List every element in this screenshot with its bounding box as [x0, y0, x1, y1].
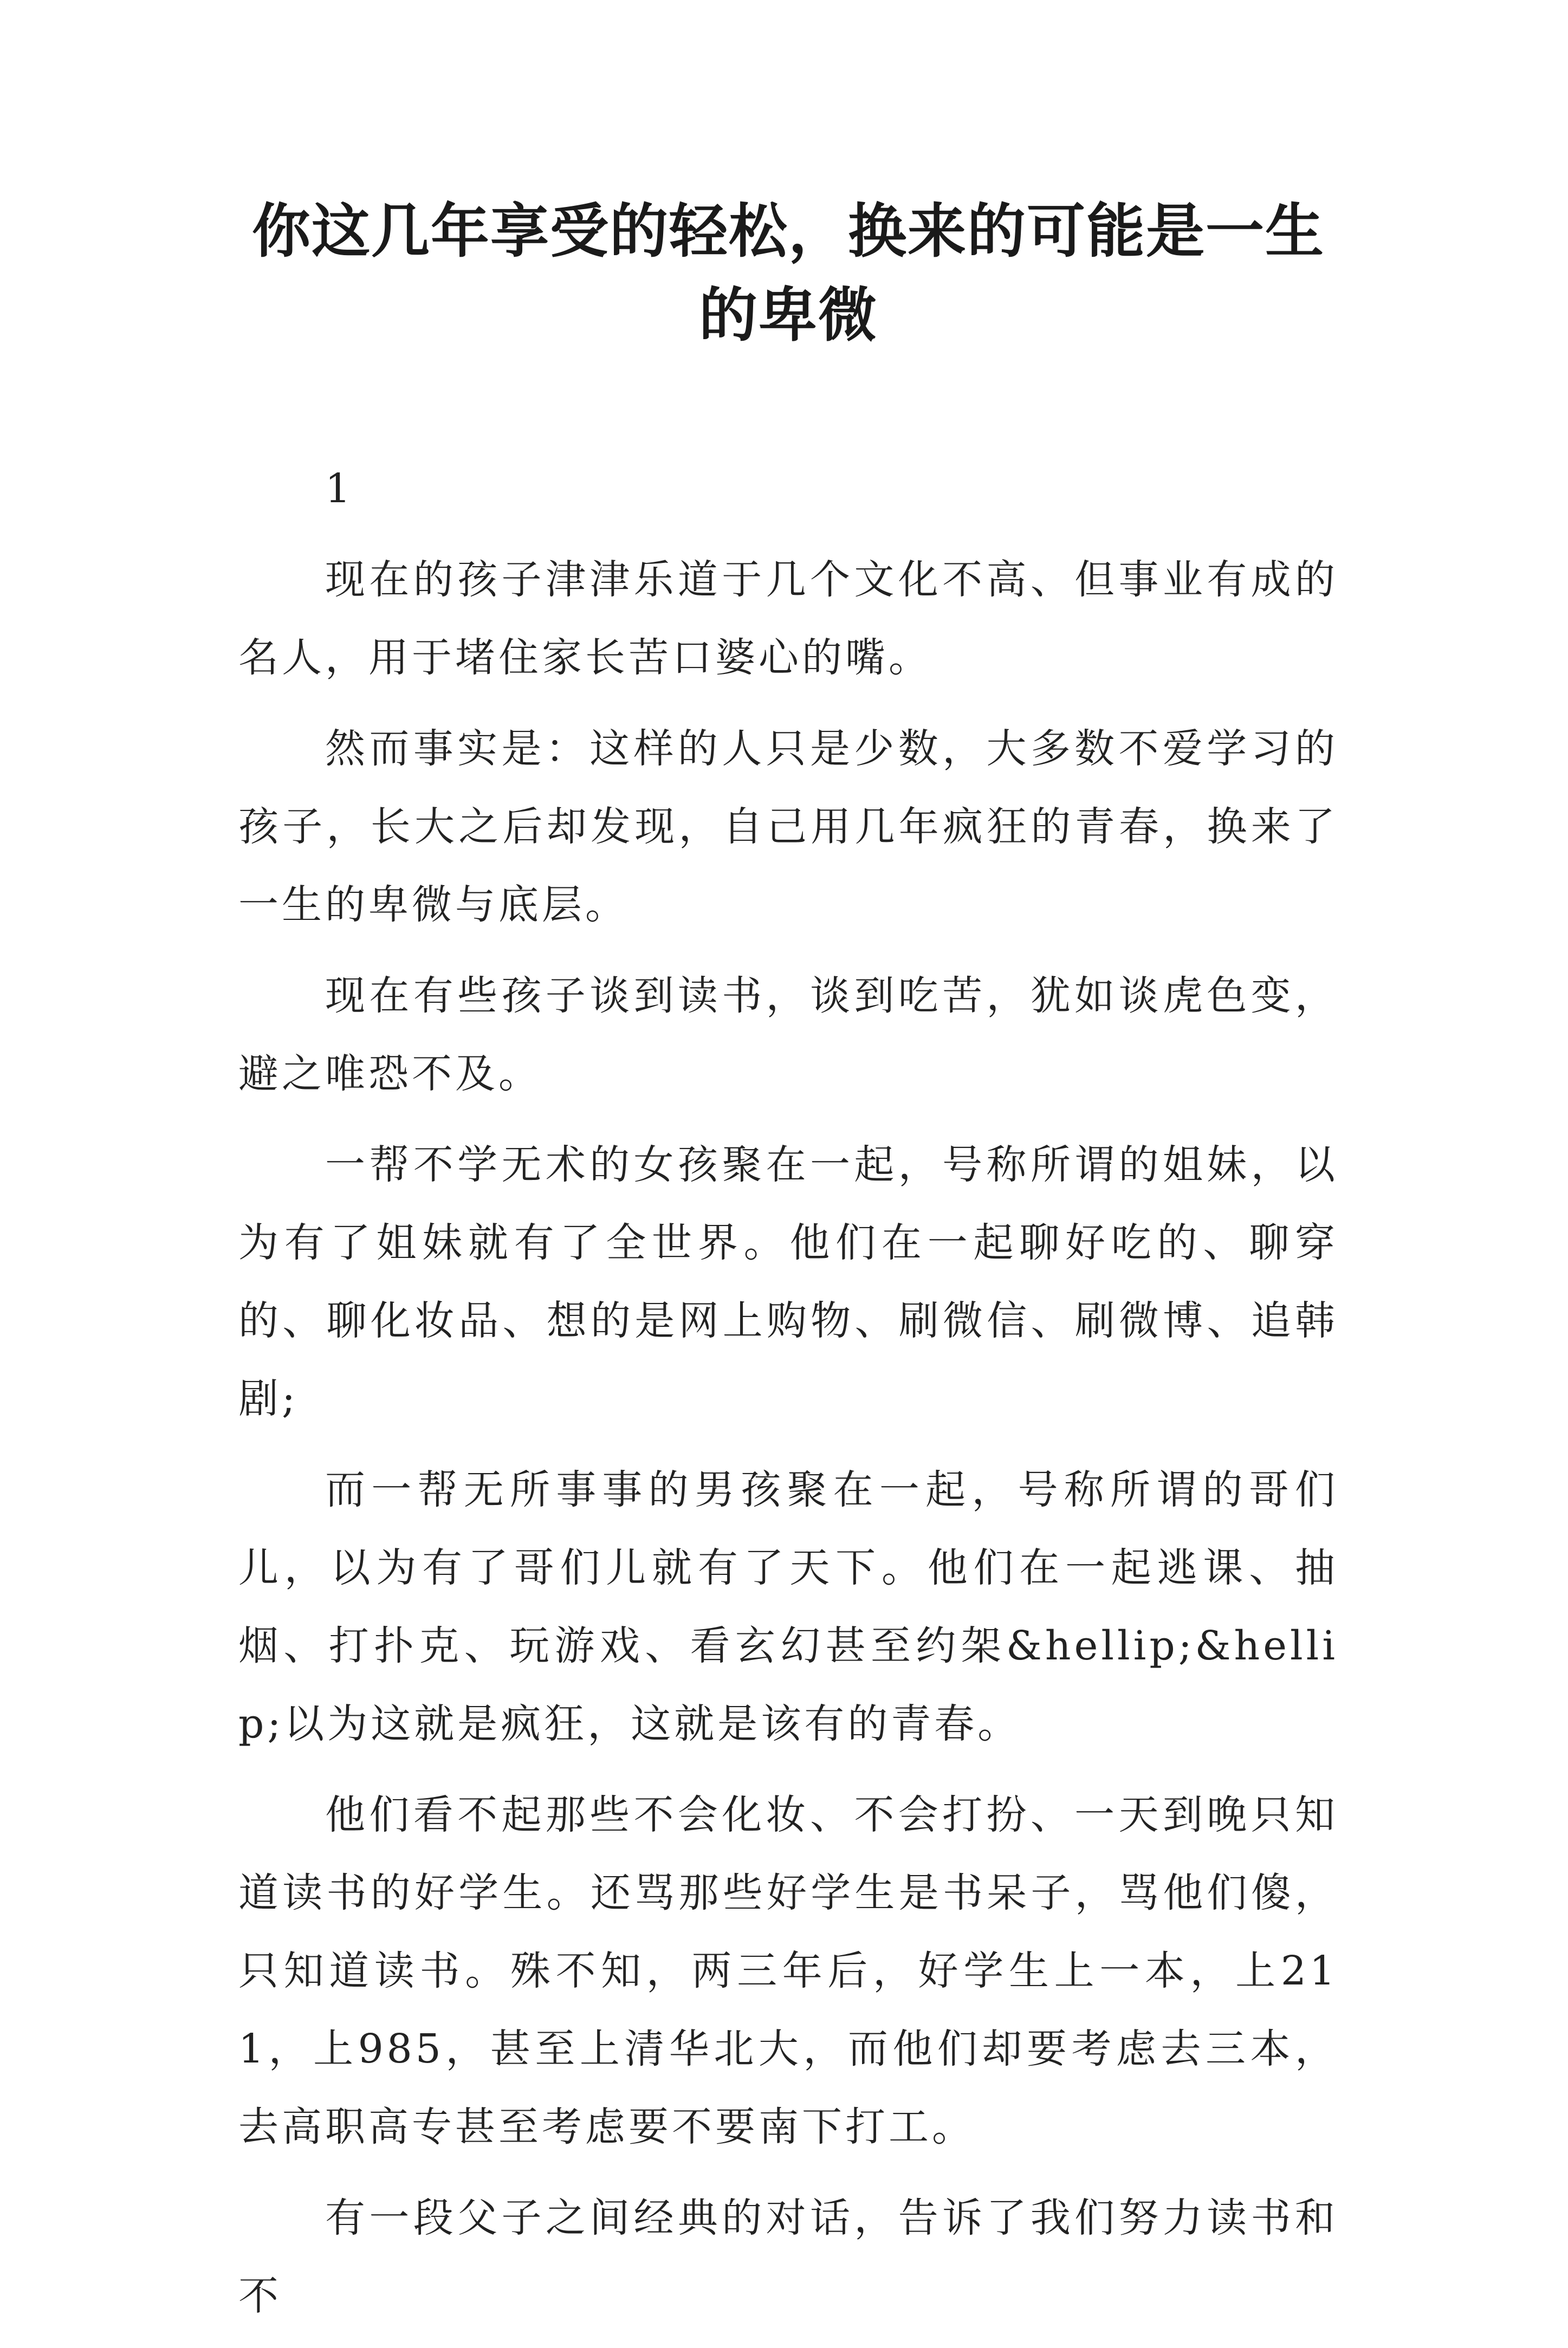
- paragraph: 现在有些孩子谈到读书，谈到吃苦，犹如谈虎色变，避之唯恐不及。: [238, 972, 1338, 1097]
- document-title: 你这几年享受的轻松，换来的可能是一生的卑微: [251, 198, 1325, 349]
- paragraph: 现在的孩子津津乐道于几个文化不高、但事业有成的名人，用于堵住家长苦口婆心的嘴。: [238, 556, 1338, 681]
- section-number: 1: [325, 465, 354, 512]
- document-body: [238, 450, 1338, 2348]
- paragraph: 他们看不起那些不会化妆、不会打扮、一天到晚只知道读书的好学生。还骂那些好学生是书呆子，骂他们傻，只知道读书。殊不知，两三年后，好学生上一本，上211，上985，甚至上清华北大，而他们却要考虑去三本，去高职高专甚至考虑要不要南下打工。: [238, 1792, 1338, 2150]
- paragraph: 然而事实是：这样的人只是少数，大多数不爱学习的孩子，长大之后却发现，自己用几年疯狂的青春，换来了一生的卑微与底层。: [238, 725, 1338, 928]
- paragraph: 有一段父子之间经典的对话，告诉了我们努力读书和不: [238, 2195, 1338, 2319]
- paragraph: 而一帮无所事事的男孩聚在一起，号称所谓的哥们儿，以为有了哥们儿就有了天下。他们在一起逃课、抽烟、打扑克、玩游戏、看玄幻甚至约架&hellip;&hellip;以为这就是疯狂，这就是该有的青春。: [238, 1467, 1338, 1747]
- paragraph: 一帮不学无术的女孩聚在一起，号称所谓的姐妹，以为有了姐妹就有了全世界。他们在一起聊好吃的、聊穿的、聊化妆品、想的是网上购物、刷微信、刷微博、追韩剧;: [238, 1141, 1338, 1422]
